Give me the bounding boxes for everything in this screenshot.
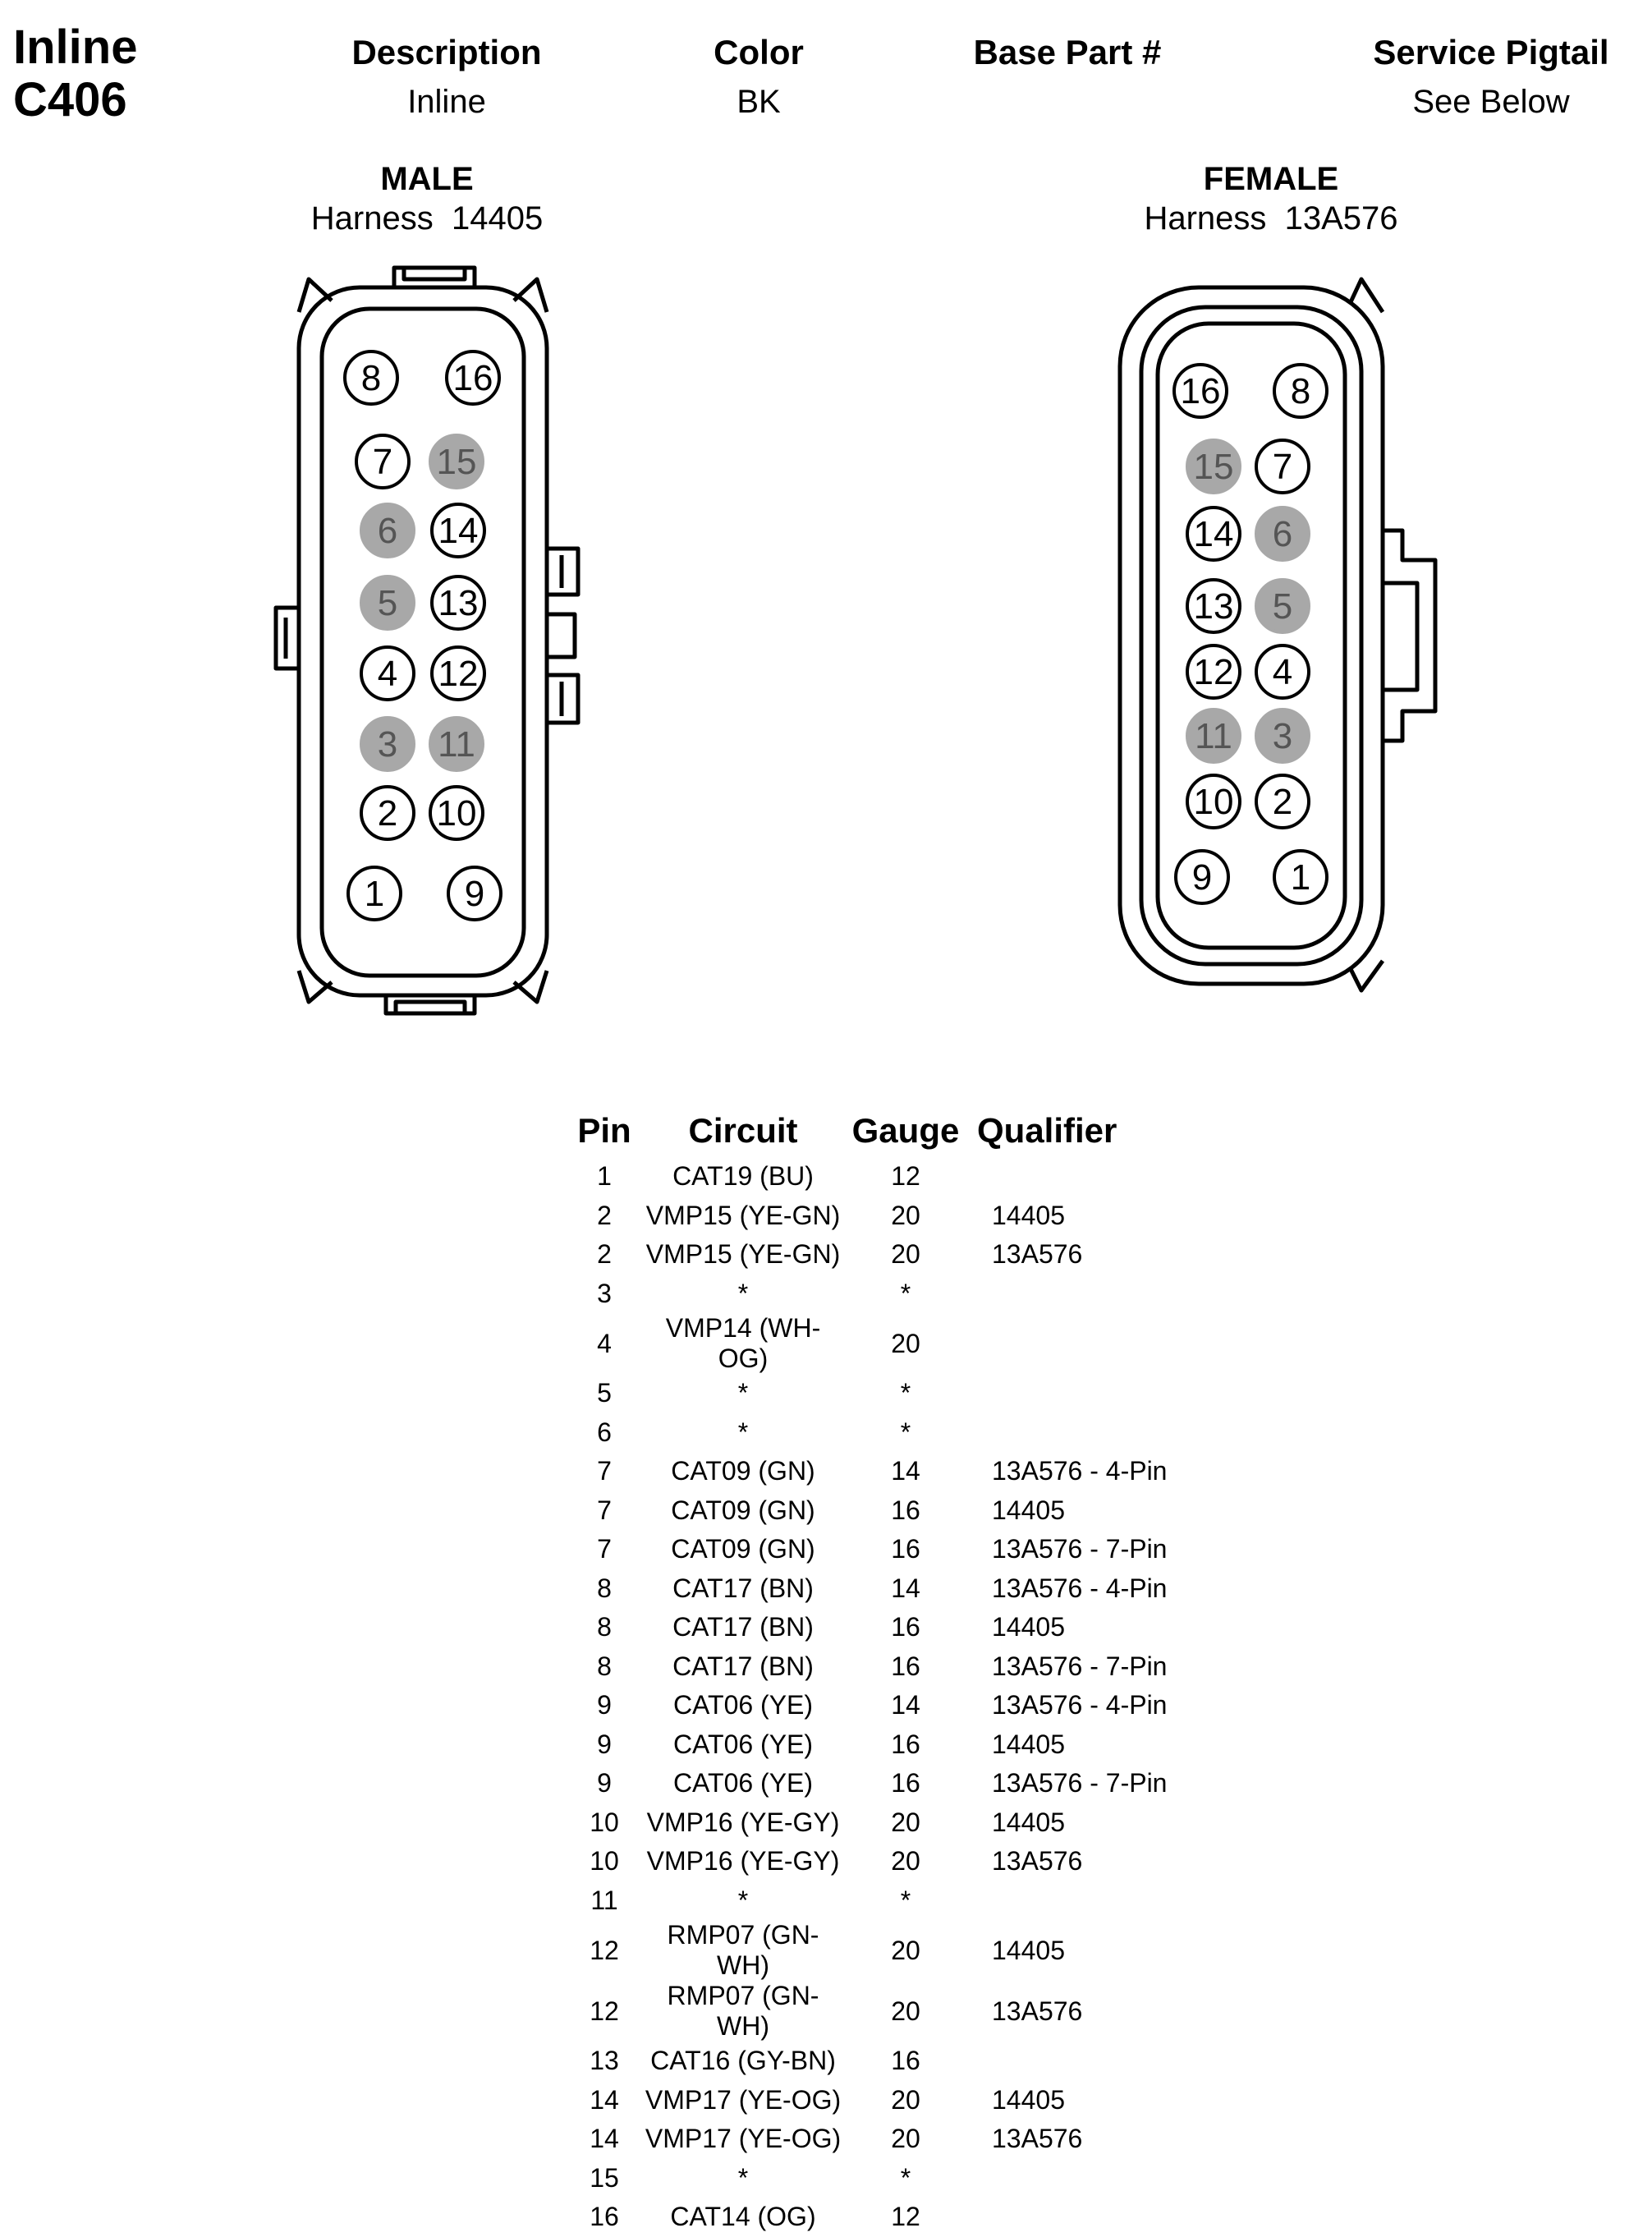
female-pin-15-label: 15 <box>1193 447 1234 487</box>
qualifier-cell: 14405 <box>992 1495 1065 1525</box>
circuit-cell: * <box>737 1378 749 1408</box>
qualifier-cell <box>967 1374 1238 1413</box>
female-pin-4-label: 4 <box>1272 652 1293 692</box>
table-row <box>567 1374 1238 1413</box>
male-pin-5-label: 5 <box>377 583 398 623</box>
base-part-header: Base Part # <box>973 33 1162 71</box>
circuit-cell: RMP07 (GN-WH) <box>667 1981 819 2041</box>
table-row <box>567 1981 1238 2042</box>
table-row <box>567 1881 1238 1921</box>
male-pin-4-label: 4 <box>377 654 398 694</box>
pin-cell: 1 <box>597 1161 612 1192</box>
male-title: MALE <box>380 161 474 197</box>
pin-cell: 10 <box>590 1807 619 1837</box>
pin-cell: 6 <box>597 1417 612 1447</box>
pin-cell: 2 <box>597 1200 612 1230</box>
gauge-cell: 16 <box>891 1768 920 1798</box>
pin-cell: 11 <box>590 1885 618 1915</box>
male-pin-13-label: 13 <box>438 583 479 623</box>
table-row <box>567 2120 1238 2159</box>
female-pin-9-label: 9 <box>1191 857 1213 898</box>
pin-cell: 12 <box>590 1935 619 1965</box>
gauge-cell: 14 <box>891 1573 920 1603</box>
qualifier-cell: 13A576 - 7-Pin <box>992 1534 1168 1564</box>
qualifier-cell: 13A576 <box>992 1996 1083 2026</box>
pin-cell: 2 <box>597 1239 612 1270</box>
pin-cell: 12 <box>590 1996 619 2026</box>
qualifier-cell <box>967 2198 1238 2237</box>
gauge-cell: 12 <box>891 1161 920 1192</box>
gauge-cell: * <box>900 1378 911 1408</box>
circuit-cell: * <box>737 2162 749 2193</box>
female-pin-10-label: 10 <box>1193 782 1234 822</box>
qualifier-cell <box>967 1881 1238 1921</box>
table-row <box>567 1647 1238 1687</box>
male-pin-15-label: 15 <box>436 442 477 482</box>
qualifier-cell <box>967 2159 1238 2198</box>
qualifier-cell: 13A576 <box>992 2124 1083 2154</box>
pin-column-header: Pin <box>577 1111 631 1150</box>
gauge-cell: 16 <box>891 1534 920 1564</box>
qualifier-cell: 13A576 - 4-Pin <box>992 1690 1168 1720</box>
circuit-cell: CAT17 (BN) <box>672 1612 814 1642</box>
table-row <box>567 1313 1238 1374</box>
circuit-cell: VMP15 (YE-GN) <box>645 1200 841 1230</box>
male-pin-9-label: 9 <box>464 874 485 914</box>
gauge-cell: 20 <box>891 2084 920 2115</box>
circuit-cell: CAT16 (GY-BN) <box>650 2046 836 2076</box>
circuit-cell: CAT17 (BN) <box>672 1573 814 1603</box>
male-pin-14-label: 14 <box>438 511 479 551</box>
female-pin-6-label: 6 <box>1272 514 1293 554</box>
qualifier-cell: 14405 <box>992 1612 1065 1642</box>
gauge-cell: 16 <box>891 2046 920 2076</box>
table-row <box>567 2198 1238 2237</box>
gauge-column-header: Gauge <box>851 1111 960 1150</box>
table-row <box>567 1842 1238 1881</box>
female-pin-7-label: 7 <box>1272 447 1293 487</box>
circuit-cell: RMP07 (GN-WH) <box>667 1920 819 1980</box>
gauge-cell: * <box>900 1278 911 1308</box>
female-pin-1-label: 1 <box>1290 857 1311 898</box>
circuit-cell: VMP17 (YE-OG) <box>645 2124 842 2154</box>
qualifier-cell: 14405 <box>992 1200 1065 1230</box>
circuit-cell: CAT09 (GN) <box>671 1456 815 1486</box>
service-pigtail-value: See Below <box>1412 84 1570 120</box>
gauge-cell: 20 <box>891 1996 920 2026</box>
qualifier-cell: 14405 <box>992 1935 1065 1965</box>
gauge-cell: 20 <box>891 1328 920 1358</box>
table-row <box>567 2159 1238 2198</box>
qualifier-column-header: Qualifier <box>977 1111 1117 1150</box>
female-pin-13-label: 13 <box>1193 586 1234 627</box>
gauge-cell: 20 <box>891 2124 920 2154</box>
gauge-cell: 16 <box>891 1651 920 1681</box>
male-pin-11-label: 11 <box>438 724 475 765</box>
table-row <box>567 1530 1238 1569</box>
color-header: Color <box>714 33 804 71</box>
female-pin-3-label: 3 <box>1272 716 1293 756</box>
circuit-cell: CAT19 (BU) <box>672 1161 814 1192</box>
qualifier-cell: 13A576 - 4-Pin <box>992 1573 1168 1603</box>
gauge-cell: 20 <box>891 1935 920 1965</box>
table-row <box>567 2081 1238 2120</box>
pin-cell: 9 <box>597 1729 612 1759</box>
qualifier-cell <box>967 1275 1238 1314</box>
pin-cell: 14 <box>590 2084 619 2115</box>
pin-cell: 7 <box>597 1495 612 1525</box>
gauge-cell: * <box>900 1885 911 1915</box>
pin-cell: 7 <box>597 1456 612 1486</box>
circuit-cell: VMP14 (WH-OG) <box>665 1313 821 1373</box>
gauge-cell: 14 <box>891 1690 920 1720</box>
female-pin-2-label: 2 <box>1272 782 1293 822</box>
pin-cell: 4 <box>597 1328 612 1358</box>
pin-cell: 9 <box>597 1768 612 1798</box>
description-value: Inline <box>407 84 486 120</box>
gauge-cell: 14 <box>891 1456 920 1486</box>
male-pin-2-label: 2 <box>377 793 398 834</box>
gauge-cell: 16 <box>891 1612 920 1642</box>
circuit-cell: CAT06 (YE) <box>672 1690 814 1720</box>
female-pin-11-label: 11 <box>1195 716 1232 756</box>
circuit-cell: VMP15 (YE-GN) <box>645 1239 841 1270</box>
qualifier-cell: 13A576 - 7-Pin <box>992 1651 1168 1681</box>
pin-cell: 7 <box>597 1534 612 1564</box>
pin-cell: 8 <box>597 1573 612 1603</box>
female-pin-8-label: 8 <box>1290 371 1311 411</box>
male-harness: Harness 14405 <box>310 200 544 237</box>
female-pin-16-label: 16 <box>1180 371 1221 411</box>
table-row <box>567 1452 1238 1491</box>
qualifier-cell <box>967 1313 1238 1374</box>
pin-cell: 15 <box>590 2162 619 2193</box>
qualifier-cell: 14405 <box>992 2084 1065 2115</box>
pin-cell: 14 <box>590 2124 619 2154</box>
circuit-cell: VMP16 (YE-GY) <box>646 1807 840 1837</box>
male-pin-10-label: 10 <box>436 793 477 834</box>
circuit-cell: VMP17 (YE-OG) <box>645 2084 842 2115</box>
gauge-cell: 20 <box>891 1846 920 1876</box>
circuit-cell: CAT06 (YE) <box>672 1768 814 1798</box>
male-pin-12-label: 12 <box>438 654 479 694</box>
male-pin-8-label: 8 <box>360 358 382 398</box>
male-pin-1-label: 1 <box>364 874 385 914</box>
table-row <box>567 1725 1238 1765</box>
table-row <box>567 1275 1238 1314</box>
pin-table-header-row <box>567 1105 1238 1157</box>
pin-cell: 3 <box>597 1278 612 1308</box>
female-pin-14-label: 14 <box>1193 514 1234 554</box>
table-row <box>567 1235 1238 1275</box>
male-pin-3-label: 3 <box>377 724 398 765</box>
gauge-cell: 20 <box>891 1807 920 1837</box>
table-row <box>567 1491 1238 1531</box>
table-row <box>567 1920 1238 1981</box>
circuit-cell: * <box>737 1417 749 1447</box>
circuit-cell: CAT17 (BN) <box>672 1651 814 1681</box>
qualifier-cell <box>967 1157 1238 1197</box>
pin-cell: 5 <box>597 1378 612 1408</box>
circuit-cell: * <box>737 1885 749 1915</box>
pin-cell: 8 <box>597 1612 612 1642</box>
qualifier-cell: 14405 <box>992 1807 1065 1837</box>
female-title: FEMALE <box>1203 161 1339 197</box>
table-row <box>567 1608 1238 1647</box>
gauge-cell: * <box>900 1417 911 1447</box>
qualifier-cell: 13A576 - 7-Pin <box>992 1768 1168 1798</box>
gauge-cell: 12 <box>891 2202 920 2232</box>
female-inner-cavity <box>1158 324 1345 948</box>
circuit-cell: VMP16 (YE-GY) <box>646 1846 840 1876</box>
pin-cell: 16 <box>590 2202 619 2232</box>
gauge-cell: 20 <box>891 1200 920 1230</box>
qualifier-cell <box>967 1413 1238 1453</box>
qualifier-cell: 13A576 <box>992 1239 1083 1270</box>
gauge-cell: 16 <box>891 1729 920 1759</box>
table-row <box>567 1197 1238 1236</box>
table-row <box>567 1157 1238 1197</box>
pin-cell: 9 <box>597 1690 612 1720</box>
table-row <box>567 1686 1238 1725</box>
description-header: Description <box>351 33 542 71</box>
circuit-cell: CAT06 (YE) <box>672 1729 814 1759</box>
circuit-cell: CAT09 (GN) <box>671 1534 815 1564</box>
pin-table <box>567 1105 1238 2237</box>
table-row <box>567 1764 1238 1803</box>
pin-cell: 10 <box>590 1846 619 1876</box>
pin-cell: 8 <box>597 1651 612 1681</box>
circuit-cell: * <box>737 1278 749 1308</box>
connector-name-line1: Inline <box>13 21 138 74</box>
qualifier-cell: 13A576 <box>992 1846 1083 1876</box>
male-pin-16-label: 16 <box>452 358 493 398</box>
female-harness: Harness 13A576 <box>1144 200 1398 237</box>
gauge-cell: 16 <box>891 1495 920 1525</box>
male-pin-7-label: 7 <box>372 442 393 482</box>
qualifier-cell <box>967 2042 1238 2081</box>
female-pin-12-label: 12 <box>1193 652 1234 692</box>
table-row <box>567 1803 1238 1843</box>
gauge-cell: 20 <box>891 1239 920 1270</box>
table-row <box>567 1413 1238 1453</box>
service-pigtail-header: Service Pigtail <box>1373 33 1609 71</box>
female-connector-diagram <box>0 0 1652 1068</box>
gauge-cell: * <box>900 2162 911 2193</box>
qualifier-cell: 14405 <box>992 1729 1065 1759</box>
pin-cell: 13 <box>590 2046 619 2076</box>
male-pin-6-label: 6 <box>377 511 398 551</box>
circuit-cell: CAT14 (OG) <box>670 2202 816 2232</box>
color-value: BK <box>737 84 781 120</box>
circuit-cell: CAT09 (GN) <box>671 1495 815 1525</box>
female-pin-5-label: 5 <box>1272 586 1293 627</box>
female-inner-wall <box>1141 307 1361 964</box>
table-row <box>567 2042 1238 2081</box>
qualifier-cell: 13A576 - 4-Pin <box>992 1456 1168 1486</box>
circuit-column-header: Circuit <box>688 1111 798 1150</box>
table-row <box>567 1569 1238 1609</box>
connector-name-line2: C406 <box>13 73 127 126</box>
